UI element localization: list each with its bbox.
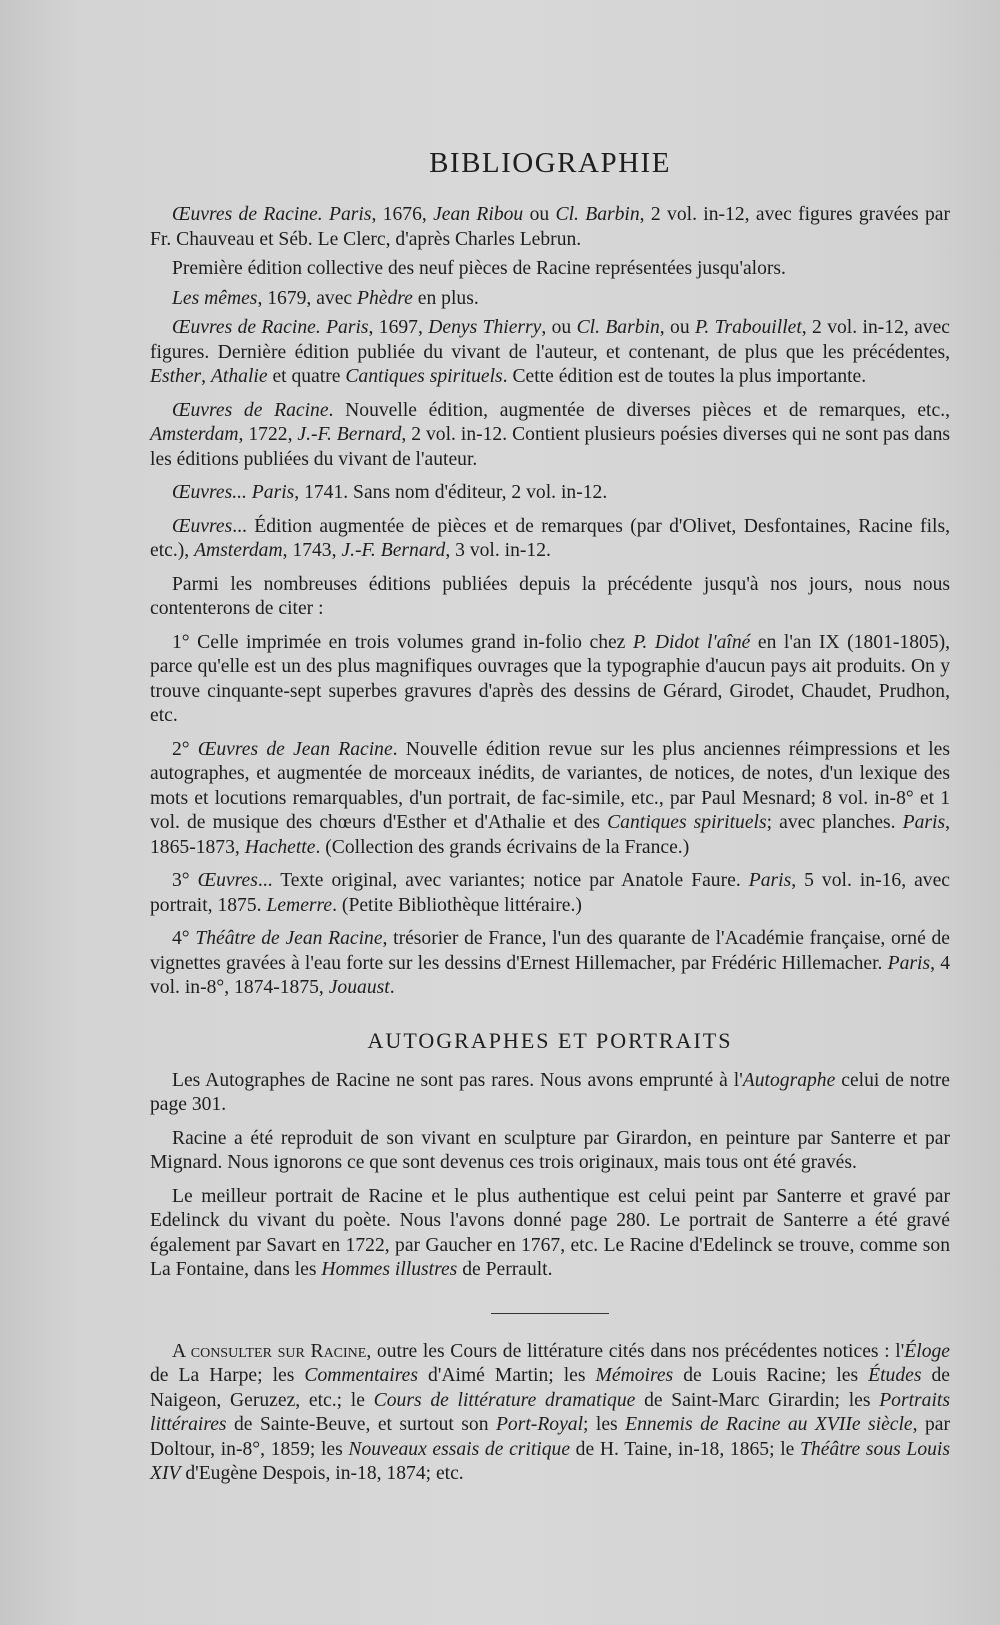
entry-faure: 3° Œuvres... Texte original, avec variantes; notice par Anatole Faure. Paris, 5 vol. in-16, avec portrait, 1875. Lemerre. (Petite Bibliothèque littéraire.) xyxy=(150,870,951,916)
consult-paragraph: A consulter sur Racine, outre les Cours de littérature cités dans nos précédentes notices : l'Éloge de La Harpe; les Commentaires d'Aimé Martin; les Mémoires de Louis Racine; les Études de Naigeon, Geruzez, etc.; le Cours de littérature dramatique de Saint-Marc Girardin; les Portraits littéraires de Sainte-Beuve, et surtout son Port-Royal; les Ennemis de Racine au XVIIe siècle, par Doltour, in-8°, 1859; les Nouveaux essais de critique de H. Taine, in-18, 1865; le Théâtre sous Louis XIV d'Eugène Despois, in-18, 1874; etc. xyxy=(150,1340,950,1484)
portraits-paragraph: Racine a été reproduit de son vivant en sculpture par Girardon, en peinture par Santerre et par Mignard. Nous ignorons ce que sont devenus ces trois originaux, mais tous ont été gravés. xyxy=(150,1127,950,1173)
edelinck-paragraph: Le meilleur portrait de Racine et le plus authentique est celui peint par Santerre et gravé par Edelinck du vivant du poète. Nous l'avons donné page 280. Le portrait de Santerre a été gravé également par Savart en 1722, par Gaucher en 1767, etc. Le Racine d'Edelinck se trouve, comme son La Fontaine, dans les Hommes illustres de Perrault. xyxy=(150,1185,950,1280)
intro-paragraph: Parmi les nombreuses éditions publiées depuis la précédente jusqu'à nos jours, nous nous contenterons de citer : xyxy=(150,573,950,619)
section-divider xyxy=(491,1313,609,1314)
section-title-autographes: AUTOGRAPHES ET PORTRAITS xyxy=(367,1027,733,1053)
entry-1743: Œuvres... Édition augmentée de pièces et de remarques (par d'Olivet, Desfontaines, Racine fils, etc.), Amsterdam, 1743, J.-F. Bernard, 3 vol. in-12. xyxy=(150,515,950,561)
entry-1676: Œuvres de Racine. Paris, 1676, Jean Ribou ou Cl. Barbin, 2 vol. in-12, avec figures gravées par Fr. Chauveau et Séb. Le Clerc, d'après Charles Lebrun. xyxy=(150,204,951,250)
autographes-paragraph: Les Autographes de Racine ne sont pas rares. Nous avons emprunté à l'Autographe celui de notre page 301. xyxy=(150,1069,950,1115)
page-content xyxy=(150,145,950,1487)
entry-hillemacher: 4° Théâtre de Jean Racine, trésorier de France, l'un des quarante de l'Académie française, orné de vignettes gravées à l'eau forte sur les dessins d'Ernest Hillemacher, par Frédéric Hillemacher. Paris, 4 vol. in-8°, 1874-1875, Jouaust. xyxy=(150,928,951,998)
entry-1722: Œuvres de Racine. Nouvelle édition, augmentée de diverses pièces et de remarques, etc., Amsterdam, 1722, J.-F. Bernard, 2 vol. in-12. Contient plusieurs poésies diverses qui ne sont pas dans les éditions publiées du vivant de l'auteur. xyxy=(150,399,950,470)
entry-1679: Les mêmes, 1679, avec Phèdre en plus. xyxy=(172,287,479,309)
entry-1741: Œuvres... Paris, 1741. Sans nom d'éditeur, 2 vol. in-12. xyxy=(172,482,608,503)
page-title: BIBLIOGRAPHIE xyxy=(429,147,671,179)
entry-didot: 1° Celle imprimée en trois volumes grand in-folio chez P. Didot l'aîné en l'an IX (1801-1805), parce qu'elle est un des plus magnifiques ouvrages que la typographie d'aucun pays ait produits. On y trouve cinquante-sept superbes gravures d'après des dessins de Gérard, Girodet, Chaudet, Prudhon, etc. xyxy=(150,631,951,726)
entry-1697: Œuvres de Racine. Paris, 1697, Denys Thierry, ou Cl. Barbin, ou P. Trabouillet, 2 vol. in-12, avec figures. Dernière édition publiée du vivant de l'auteur, et contenant, de plus que les précédentes, Esther, Athalie et quatre Cantiques spirituels. Cette édition est de toutes la plus importante. xyxy=(150,317,951,387)
entry-mesnard: 2° Œuvres de Jean Racine. Nouvelle édition revue sur les plus anciennes réimpressions et les autographes, et augmentée de morceaux inédits, de variantes, de notices, de notes, d'un lexique des mots et locutions remarquables, d'un portrait, de fac-simile, etc., par Paul Mesnard; 8 vol. in-8° et 1 vol. de musique des chœurs d'Esther et d'Athalie et des Cantiques spirituels; avec planches. Paris, 1865-1873, Hachette. (Collection des grands écrivains de la France.) xyxy=(150,738,951,858)
entry-1676-note: Première édition collective des neuf pièces de Racine représentées jusqu'alors. xyxy=(172,258,786,279)
